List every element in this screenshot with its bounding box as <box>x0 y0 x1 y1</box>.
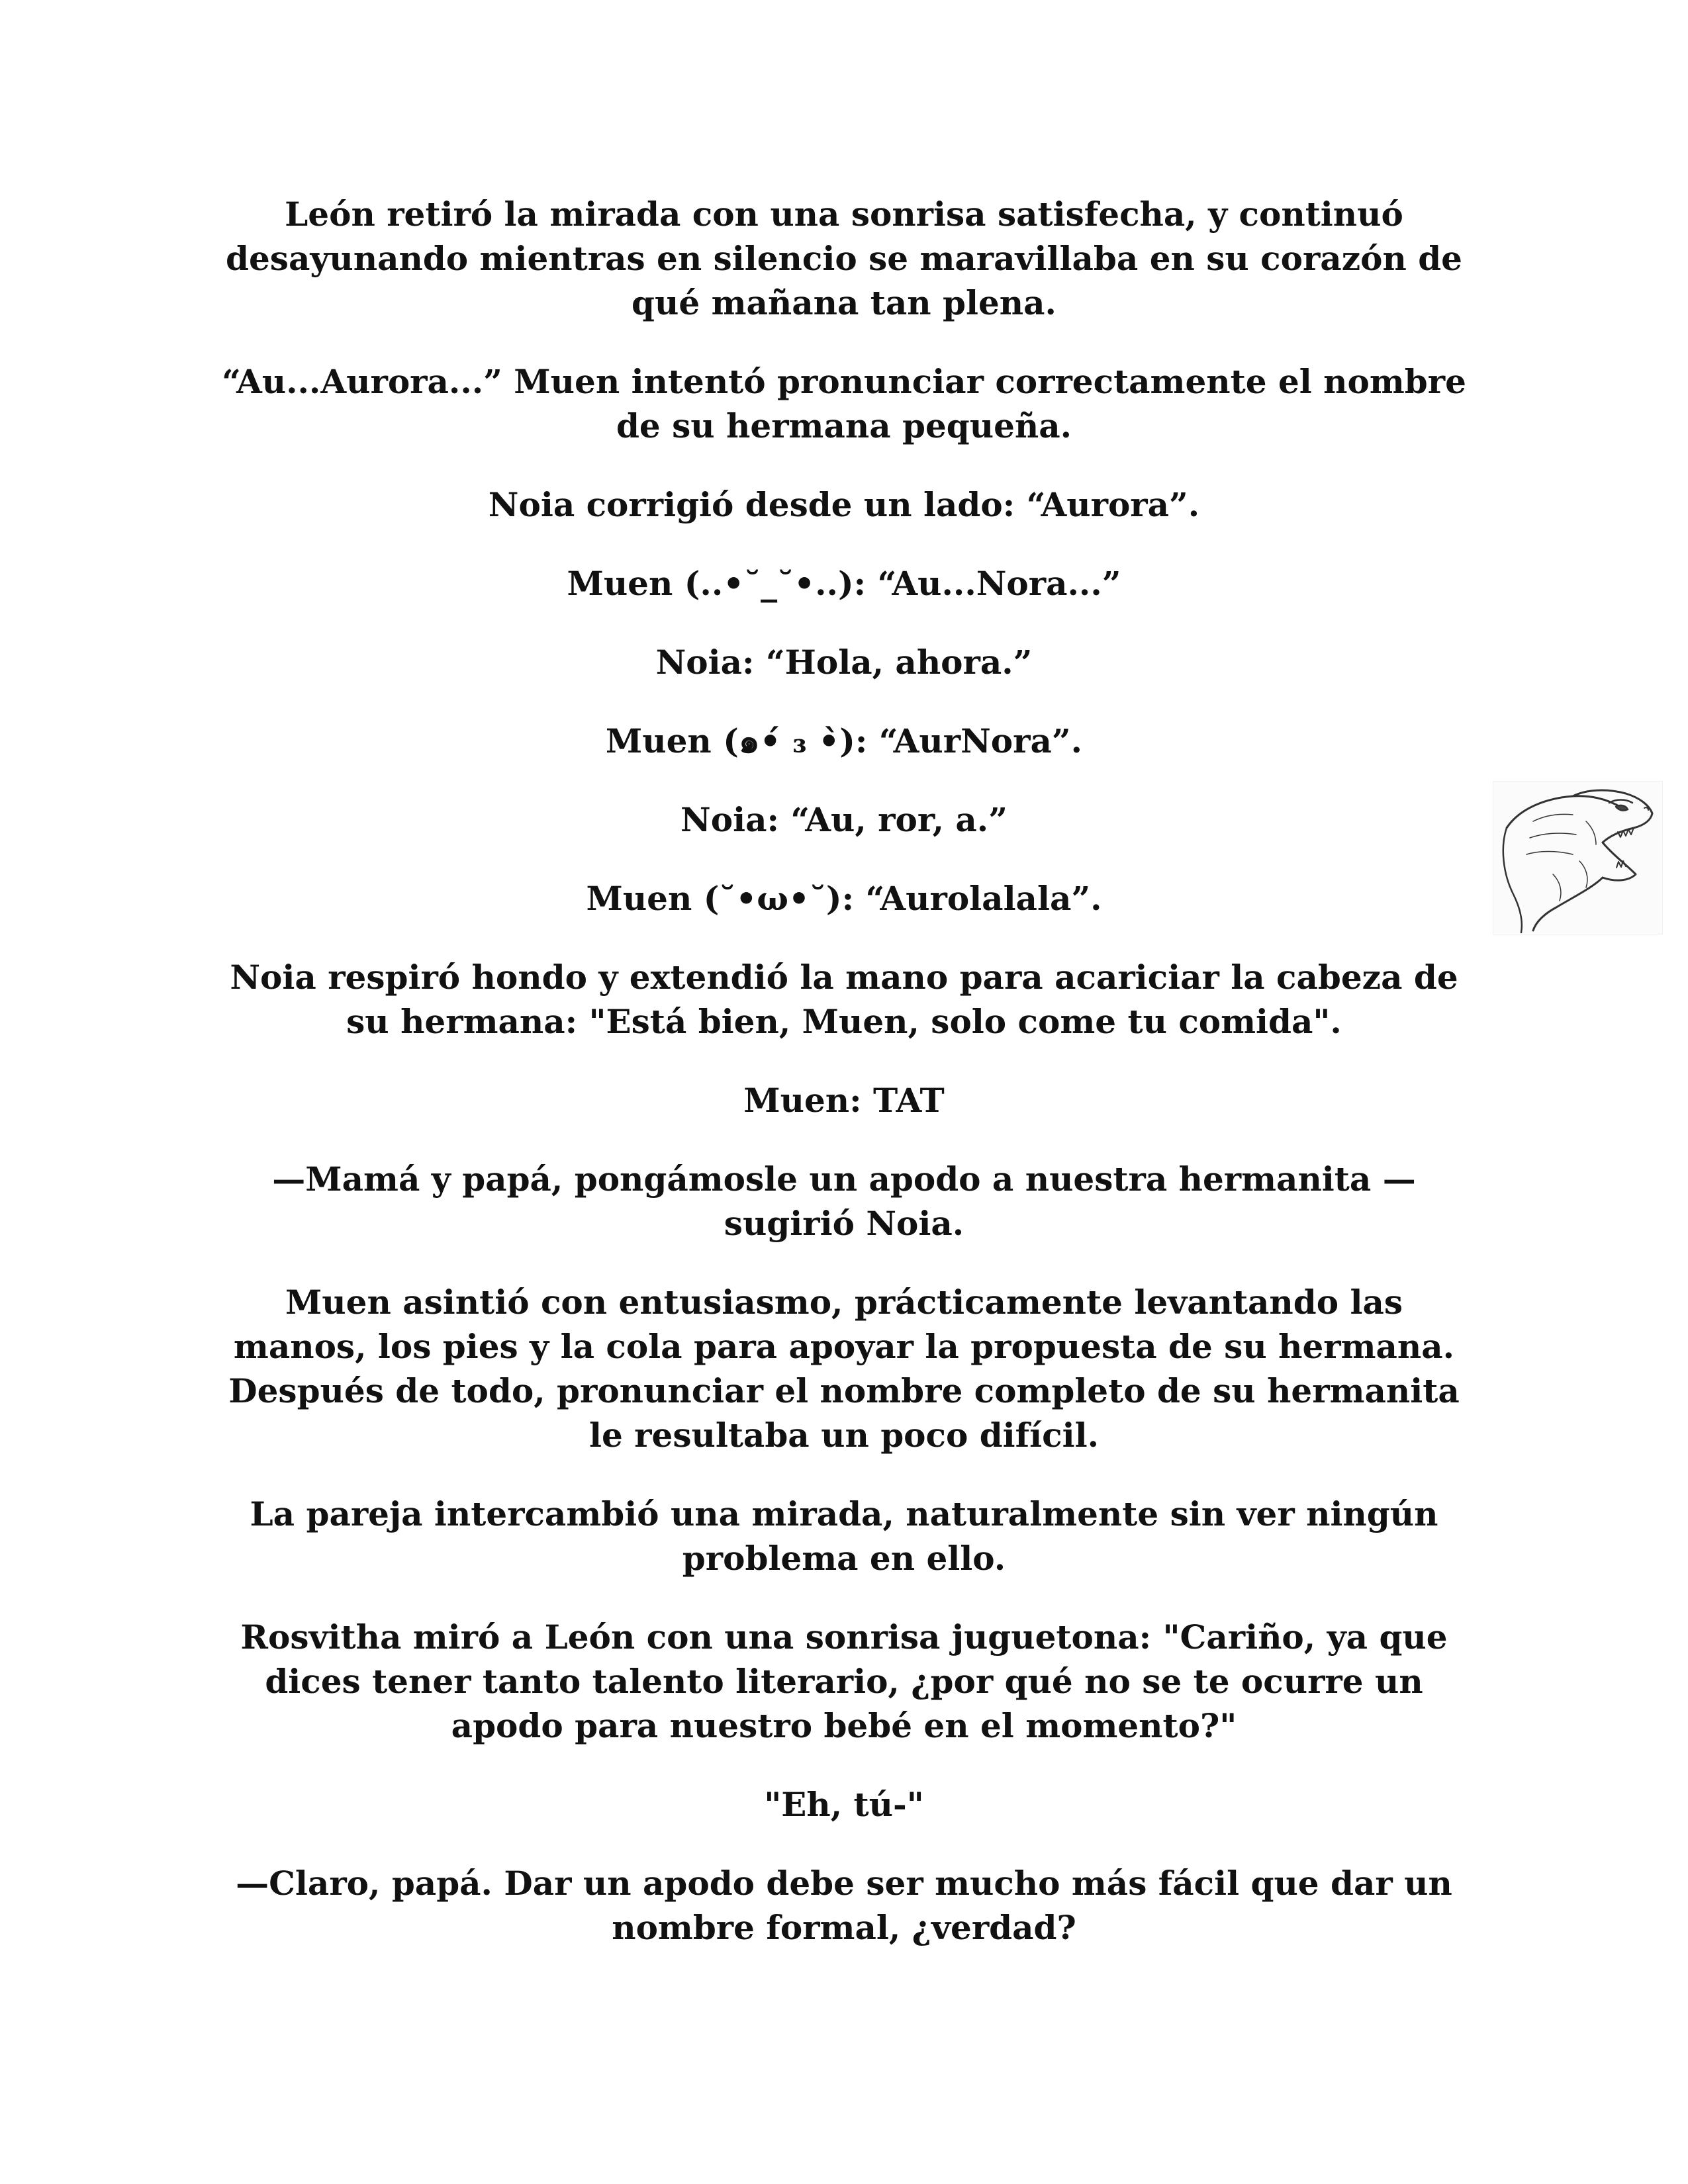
paragraph: Muen asintió con entusiasmo, prácticamente levantando las manos, los pies y la cola para apoyar la propuesta de su hermana. Después de todo, pronunciar el nombre completo de su hermanita le resultaba un poco difícil. <box>228 1283 1460 1455</box>
paragraph: Noia: “Au, ror, a.” <box>680 800 1008 839</box>
paragraph: "Eh, tú-" <box>764 1785 924 1824</box>
paragraph: Muen (˘•ω•˘): “Aurolalala”. <box>586 879 1102 918</box>
paragraph: La pareja intercambió una mirada, naturalmente sin ver ningún problema en ello. <box>250 1494 1438 1578</box>
paragraph: Noia respiró hondo y extendió la mano para acariciar la cabeza de su hermana: "Está bien, Muen, solo come tu comida". <box>230 958 1458 1041</box>
paragraph: Noia: “Hola, ahora.” <box>655 643 1033 682</box>
paragraph: Muen: TAT <box>743 1081 945 1120</box>
paragraph: —Claro, papá. Dar un apodo debe ser mucho más fácil que dar un nombre formal, ¿verdad? <box>236 1864 1452 1947</box>
paragraph: Muen (..•˘_˘•..): “Au...Nora...” <box>567 564 1121 603</box>
paragraph: León retiró la mirada con una sonrisa satisfecha, y continuó desayunando mientras en silencio se maravillaba en su corazón de qué mañana tan plena. <box>226 195 1462 322</box>
paragraph: “Au...Aurora...” Muen intentó pronunciar correctamente el nombre de su hermana pequeña. <box>222 362 1466 445</box>
paragraph: Rosvitha miró a León con una sonrisa juguetona: "Cariño, ya que dices tener tanto talento literario, ¿por qué no se te ocurre un apodo para nuestro bebé en el momento?" <box>240 1617 1448 1745</box>
story-text <box>218 192 1470 1984</box>
paragraph: Noia corrigió desde un lado: “Aurora”. <box>488 485 1200 524</box>
dinosaur-illustration <box>1493 781 1663 934</box>
paragraph: Muen (๑•́ ₃ •̀): “AurNora”. <box>605 721 1083 760</box>
dinosaur-head-sketch-icon <box>1493 782 1662 934</box>
paragraph: —Mamá y papá, pongámosle un apodo a nuestra hermanita —sugirió Noia. <box>272 1160 1416 1243</box>
